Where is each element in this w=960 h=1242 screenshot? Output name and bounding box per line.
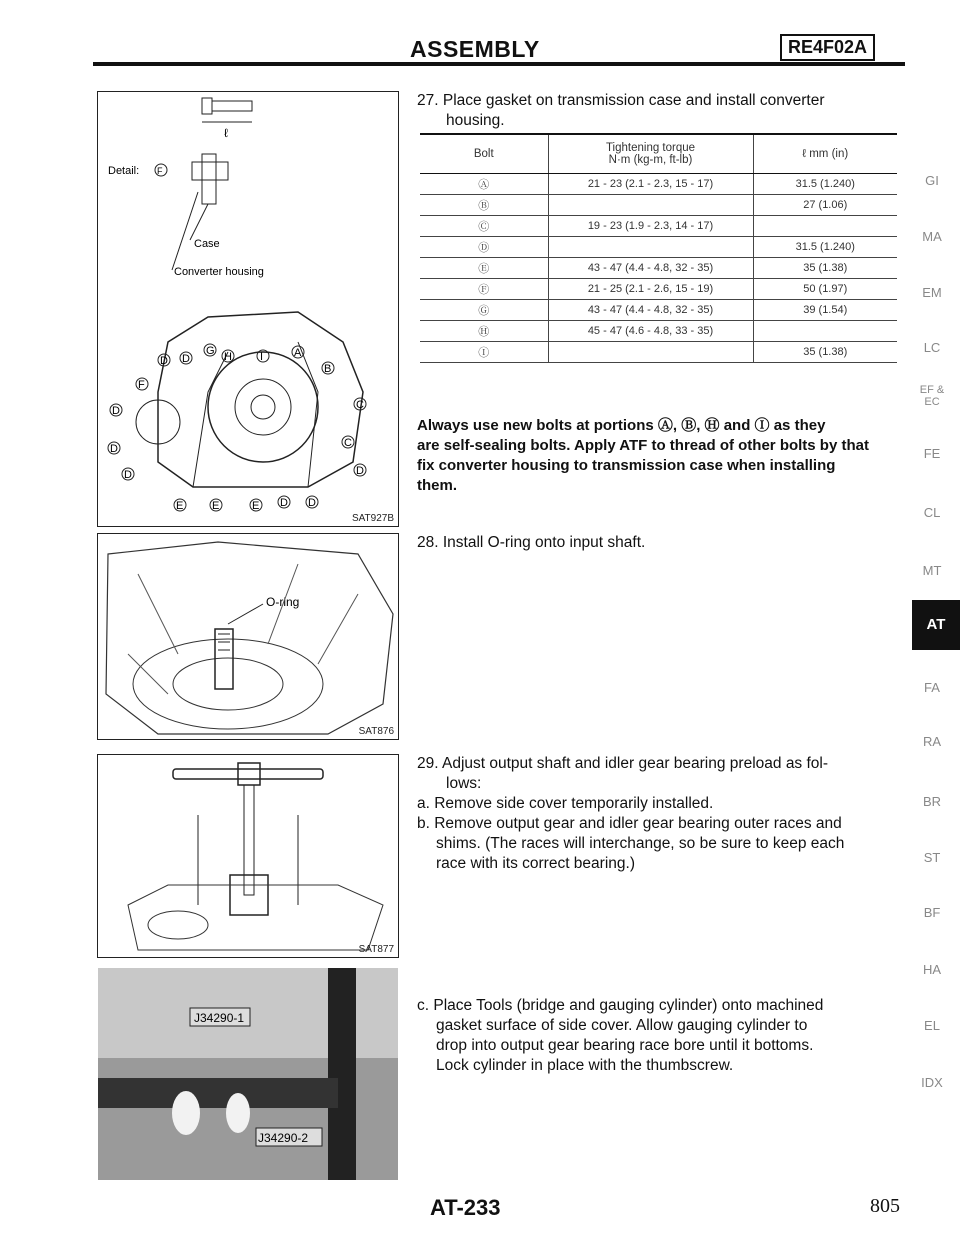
torque-cell <box>548 195 753 216</box>
tab-st[interactable]: ST <box>923 850 941 865</box>
torque-cell <box>548 237 753 258</box>
tab-cl[interactable]: CL <box>923 505 941 520</box>
bolt-cell: Ⓘ <box>420 342 548 363</box>
figure-label: SAT877 <box>358 944 394 955</box>
table-row <box>420 300 897 321</box>
length-cell: 39 (1.54) <box>753 300 897 321</box>
step-27-line1: 27. Place gasket on transmission case and install converter <box>417 92 825 109</box>
header-bolt: Bolt <box>420 135 548 174</box>
detail-circle-letter: F <box>157 166 163 176</box>
note-line: them. <box>417 477 458 494</box>
table-row <box>420 237 897 258</box>
step-29-line1: 29. Adjust output shaft and idler gear bearing preload as fol- <box>417 755 829 772</box>
section-index <box>912 0 952 1242</box>
callout-d8: D <box>308 497 316 509</box>
figure-converter-housing-bolts <box>97 91 399 527</box>
callout-d: D <box>160 355 168 367</box>
step-29-b1: b. Remove output gear and idler gear bearing outer races and <box>417 815 842 832</box>
bolt-cell: Ⓒ <box>420 216 548 237</box>
tab-fe[interactable]: FE <box>923 446 941 461</box>
case-base <box>128 885 383 950</box>
puller-illustration <box>98 755 398 957</box>
note-line: are self-sealing bolts. Apply ATF to thread of other bolts by that <box>417 437 869 454</box>
callout-e3: E <box>252 500 260 512</box>
table-row <box>420 258 897 279</box>
table-row <box>420 279 897 300</box>
tab-bf[interactable]: BF <box>923 905 941 920</box>
table-row <box>420 321 897 342</box>
detail-label: Detail: <box>108 165 140 177</box>
tab-gi[interactable]: GI <box>925 173 939 188</box>
step-28: 28. Install O-ring onto input shaft. <box>417 534 646 551</box>
bolt-cell: Ⓕ <box>420 279 548 300</box>
tab-el[interactable]: EL <box>924 1018 940 1033</box>
callout-d2: D <box>182 353 190 365</box>
tab-fa[interactable]: FA <box>924 680 940 695</box>
step-29-c2: gasket surface of side cover. Allow gauging cylinder to <box>436 1017 808 1034</box>
tab-br[interactable]: BR <box>922 794 942 809</box>
figure-label: SAT876 <box>358 726 394 737</box>
step-29-c4: Lock cylinder in place with the thumbscrew. <box>436 1057 734 1074</box>
callout-g: G <box>206 345 215 357</box>
figure-gauging-tools-photo <box>98 968 398 1180</box>
bolt-cell: Ⓓ <box>420 237 548 258</box>
callout-j34290-1: J34290-1 <box>194 1011 245 1025</box>
tab-ef-ec[interactable]: EF & EC <box>919 384 945 408</box>
bolt-cell: Ⓖ <box>420 300 548 321</box>
model-badge: RE4F02A <box>780 34 875 61</box>
bolt-cell: Ⓑ <box>420 195 548 216</box>
gauging-photo <box>98 968 398 1180</box>
figure-bearing-puller <box>97 754 399 958</box>
rib-1 <box>193 352 228 487</box>
oring-leader <box>228 604 263 624</box>
case-flange <box>192 162 228 180</box>
header-torque <box>548 135 753 174</box>
callout-b: B <box>324 363 332 375</box>
length-cell: 31.5 (1.240) <box>753 174 897 195</box>
bearing-bore <box>148 911 208 939</box>
callout-d4: D <box>110 443 118 455</box>
callout-i: I <box>260 351 264 363</box>
tab-idx[interactable]: IDX <box>921 1075 943 1090</box>
length-cell: 50 (1.97) <box>753 279 897 300</box>
figure-label: SAT927B <box>351 513 394 524</box>
photo-bridge-bar <box>328 968 356 1180</box>
table-row <box>420 195 897 216</box>
torque-cell: 21 - 23 (2.1 - 2.3, 15 - 17) <box>548 174 753 195</box>
callout-a: A <box>294 347 302 359</box>
callout-c: C <box>356 399 364 411</box>
photo-bridge <box>98 1078 338 1108</box>
bore-inner-ring <box>173 658 283 710</box>
callout-d6: D <box>356 465 364 477</box>
length-cell: 31.5 (1.240) <box>753 237 897 258</box>
housing-outline <box>158 312 363 487</box>
bolt-head <box>202 98 212 114</box>
header-rule <box>93 62 905 66</box>
torque-cell: 45 - 47 (4.6 - 4.8, 33 - 35) <box>548 321 753 342</box>
torque-cell: 43 - 47 (4.4 - 4.8, 32 - 35) <box>548 258 753 279</box>
callout-c2: C <box>344 437 352 449</box>
bolt-cell: Ⓐ <box>420 174 548 195</box>
length-cell <box>753 321 897 342</box>
table-row <box>420 342 897 363</box>
tab-ra[interactable]: RA <box>922 734 942 749</box>
step-29-line2: lows: <box>446 775 482 792</box>
bolt-cell: Ⓗ <box>420 321 548 342</box>
step-29-c3: drop into output gear bearing race bore until it bottoms. <box>436 1037 814 1054</box>
callout-e: E <box>176 500 184 512</box>
puller-legs <box>198 815 298 905</box>
callout-h: H <box>224 351 232 363</box>
callout-f: F <box>138 379 145 391</box>
bore-ring <box>133 639 323 729</box>
length-cell: 35 (1.38) <box>753 342 897 363</box>
case-outline <box>106 542 393 734</box>
torque-cell <box>548 342 753 363</box>
rib-2 <box>298 342 318 487</box>
step-29-a: a. Remove side cover temporarily installed. <box>417 795 714 812</box>
step-29-c1: c. Place Tools (bridge and gauging cylinder) onto machined <box>417 997 824 1014</box>
step-29-b2: shims. (The races will interchange, so be sure to keep each <box>436 835 845 852</box>
housing-label: Converter housing <box>174 266 264 278</box>
table-row <box>420 174 897 195</box>
page-code: AT-233 <box>430 1195 501 1220</box>
case-ribs <box>128 564 358 694</box>
photo-cylinder-2 <box>226 1093 250 1133</box>
housing-bore <box>208 352 318 462</box>
tab-ma[interactable]: MA <box>922 229 942 244</box>
oring-callout: O-ring <box>266 595 300 609</box>
callout-j34290-2: J34290-2 <box>258 1131 309 1145</box>
length-cell <box>753 216 897 237</box>
callout-d5: D <box>124 469 132 481</box>
screw-rod <box>244 785 254 895</box>
tab-ha[interactable]: HA <box>922 962 942 977</box>
shaft-hole <box>251 395 275 419</box>
input-shaft <box>215 629 233 689</box>
caution-note <box>417 416 897 496</box>
tab-em[interactable]: EM <box>922 285 942 300</box>
header-length: ℓ mm (in) <box>753 135 897 174</box>
figure-oring-install <box>97 533 399 740</box>
callout-d7: D <box>280 497 288 509</box>
note-line: Always use new bolts at portions Ⓐ, Ⓑ, Ⓗ and Ⓘ as they <box>417 417 826 434</box>
callout-e2: E <box>212 500 220 512</box>
page-title: ASSEMBLY <box>410 36 540 62</box>
torque-table <box>420 135 897 363</box>
torque-cell: 43 - 47 (4.4 - 4.8, 32 - 35) <box>548 300 753 321</box>
tommy-bar <box>173 769 323 779</box>
callout-d3: D <box>112 405 120 417</box>
photo-cylinder-1 <box>172 1091 200 1135</box>
bolt-cell: Ⓔ <box>420 258 548 279</box>
length-cell: 35 (1.38) <box>753 258 897 279</box>
step-27-line2: housing. <box>446 112 505 129</box>
page-number: 805 <box>870 1195 900 1217</box>
torque-table-header <box>420 135 897 174</box>
note-line: fix converter housing to transmission case when installing <box>417 457 836 474</box>
torque-cell: 19 - 23 (1.9 - 2.3, 14 - 17) <box>548 216 753 237</box>
bore-inner <box>235 379 291 435</box>
table-row <box>420 216 897 237</box>
bar-head <box>238 763 260 785</box>
tab-lc[interactable]: LC <box>923 340 941 355</box>
length-symbol: ℓ <box>224 126 228 140</box>
step-29-b3: race with its correct bearing.) <box>436 855 635 872</box>
header-torque-line1: Tightening torque <box>605 142 696 154</box>
header-torque-line2: N·m (kg-m, ft-lb) <box>608 154 693 166</box>
oring-illustration <box>98 534 398 739</box>
torque-cell: 21 - 25 (2.1 - 2.6, 15 - 19) <box>548 279 753 300</box>
converter-housing-illustration <box>98 92 398 526</box>
length-cell: 27 (1.06) <box>753 195 897 216</box>
tab-mt[interactable]: MT <box>922 563 942 578</box>
case-label: Case <box>194 238 220 250</box>
bolt-shank <box>212 101 252 111</box>
tab-at[interactable]: AT <box>912 600 960 650</box>
